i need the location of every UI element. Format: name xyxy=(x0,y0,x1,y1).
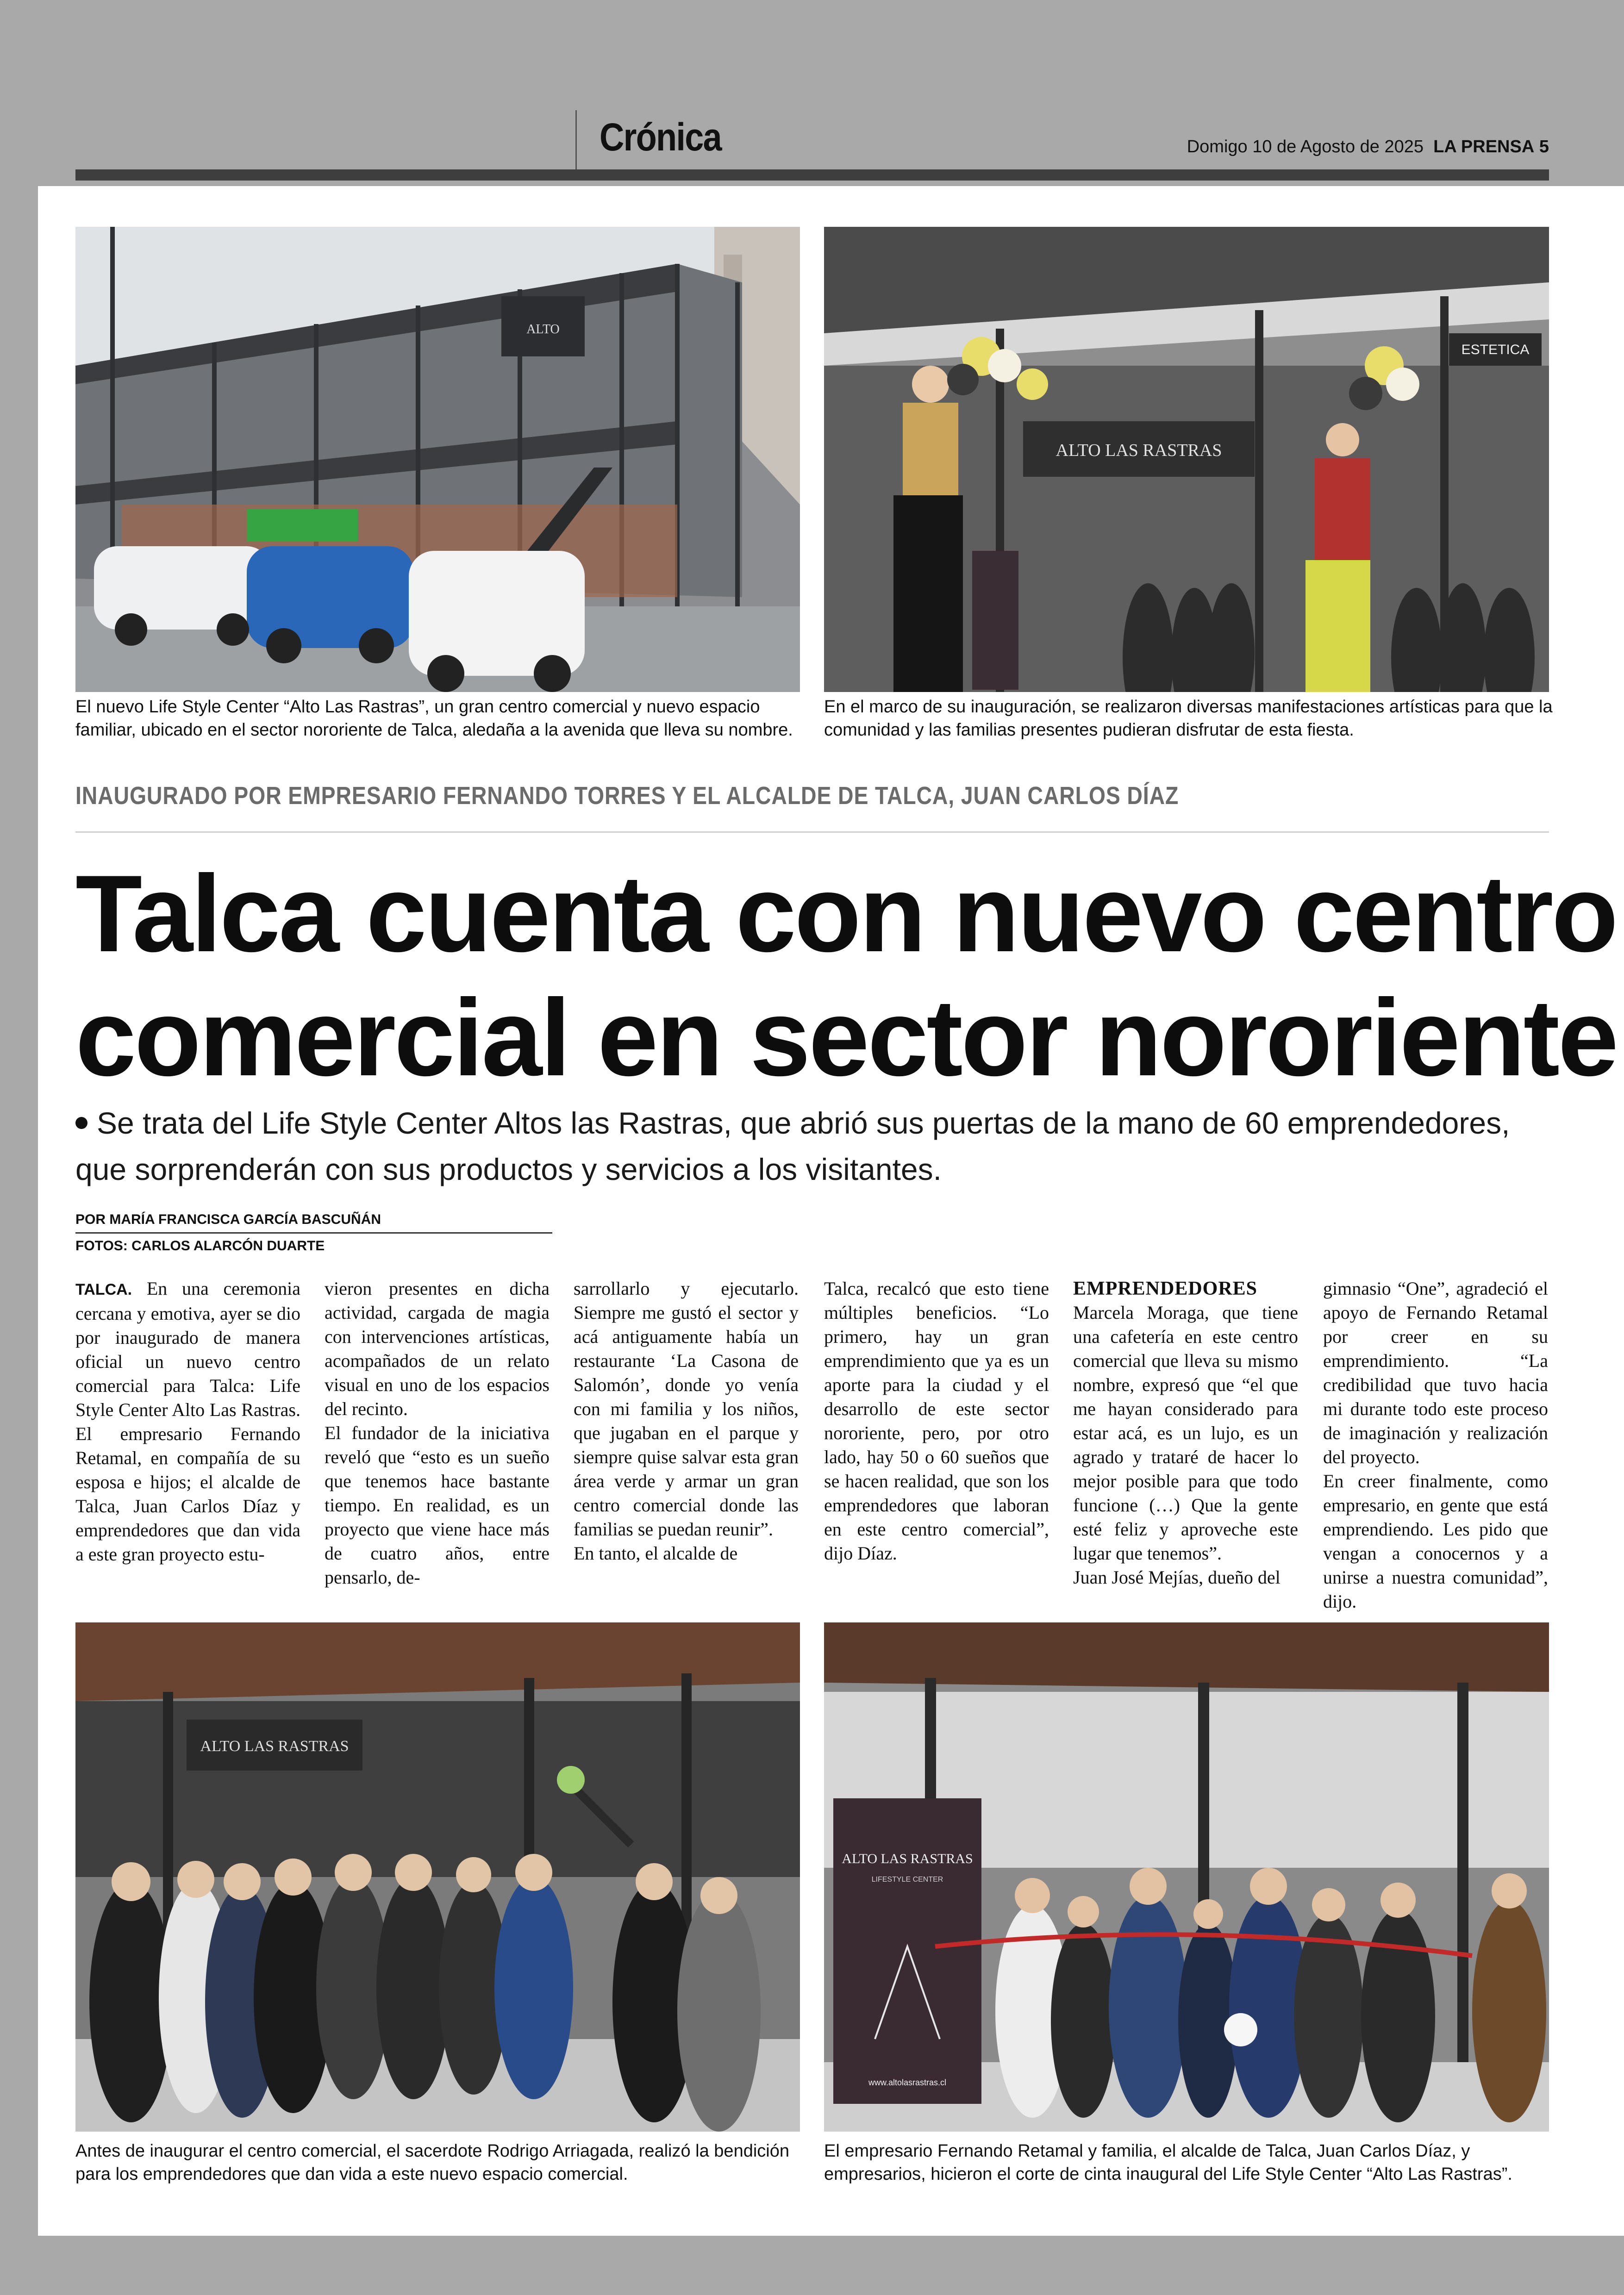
photo-building-exterior xyxy=(75,227,800,692)
headline-line-1: Talca cuenta con nuevo centro xyxy=(75,853,1617,975)
issue-date: Domigo 10 de Agosto de 2025 xyxy=(1187,137,1424,156)
column-5-para-1: Marcela Moraga, que tiene una cafetería en este centro comercial que lleva su mismo nombre, expresó que “el que me hayan considerado para estar acá, es un lujo, es un agrado y trataré de hacer lo mejor posible para que todo funcione (…) Que la gente esté feliz y aproveche este lugar que tenemos”. xyxy=(1073,1302,1298,1564)
article-headline xyxy=(75,852,1617,1100)
column-3-para-1: sarrollarlo y ejecutarlo. Siempre me gustó el sector y acá antiguamente había un restaurante ‘La Casona de Salomón’, donde yo venía con mi familia y los niños, que jugaban en el parque y siempre quise salvar esta gran área verde y armar un gran centro comercial donde las familias se puedan reunir”. xyxy=(574,1278,799,1540)
deck-line-1: Se trata del Life Style Center Altos las Rastras, que abrió sus puertas de la mano de 60 emprendedores, xyxy=(97,1106,1510,1140)
caption-bottom-left: Antes de inaugurar el centro comercial, el sacerdote Rodrigo Arriagada, realizó la bendición para los emprendedores que dan vida a este nuevo espacio comercial. xyxy=(75,2141,789,2184)
headline-line-2: comercial en sector nororiente xyxy=(75,977,1617,1099)
column-2-para-1: vieron presentes en dicha actividad, cargada de magia con intervenciones artísticas, acompañados de un relato visual en uno de los espacios del recinto. xyxy=(325,1278,550,1419)
caption-top-left: El nuevo Life Style Center “Alto Las Rastras”, un gran centro comercial y nuevo espacio familiar, ubicado en el sector nororiente de Talca, aledaña a la avenida que lleva su nombre. xyxy=(75,697,793,740)
caption-top-right: En el marco de su inauguración, se realizaron diversas manifestaciones artísticas para que la comunidad y las familias presentes pudieran disfrutar de esta fiesta. xyxy=(824,697,1553,740)
svg-text:ALTO: ALTO xyxy=(526,322,560,337)
store-sign: ESTETICA xyxy=(1461,342,1530,357)
article-column-4 xyxy=(824,1277,1049,1565)
byline-divider xyxy=(75,1232,552,1234)
column-3-para-2: En tanto, el alcalde de xyxy=(574,1543,738,1564)
byline xyxy=(75,1209,552,1257)
photo-ribbon-cutting xyxy=(824,1622,1549,2132)
banner-text: ALTO LAS RASTRAS xyxy=(842,1851,973,1866)
section-subhead: EMPRENDEDORES xyxy=(1073,1278,1258,1299)
header-divider xyxy=(575,110,577,170)
column-4-text: Talca, recalcó que esto tiene múltiples beneficios. “Lo primero, hay un gran emprendimiento que ya es un aporte para la ciudad y el desarrollo de este sector nororiente, pero, por otro lado, hay 50 o 60 sueños que se hacen realidad, que son los emprendedores que laboran en este centro comercial”, dijo Díaz. xyxy=(824,1278,1049,1564)
deck-line-2: que sorprenderán con sus productos y servicios a los visitantes. xyxy=(75,1152,942,1186)
publication-name: LA PRENSA xyxy=(1433,137,1535,156)
photo-stilt-performers xyxy=(824,227,1549,692)
page-number: 5 xyxy=(1539,137,1549,156)
caption-bottom-right: El empresario Fernando Retamal y familia, el alcalde de Talca, Juan Carlos Díaz, y empresarios, hicieron el corte de cinta inaugural del Life Style Center “Alto Las Rastras”. xyxy=(824,2141,1512,2184)
article-column-1 xyxy=(75,1277,300,1566)
sign-text-top-right: ALTO LAS RASTRAS xyxy=(1056,441,1222,460)
article-kicker: INAUGURADO POR EMPRESARIO FERNANDO TORRES Y EL ALCALDE DE TALCA, JUAN CARLOS DÍAZ xyxy=(75,782,1179,810)
column-5-para-2: Juan José Mejías, dueño del xyxy=(1073,1567,1280,1588)
article-column-3 xyxy=(574,1277,799,1565)
banner-url: www.altolasrastras.cl xyxy=(868,2078,947,2087)
column-6-para-2: En creer finalmente, como empresario, en gente que está emprendiendo. Les pido que vengan a conocernos y a unirse a nuestra comunidad”, dijo. xyxy=(1323,1471,1548,1612)
article-column-6 xyxy=(1323,1277,1548,1614)
author: POR MARÍA FRANCISCA GARCÍA BASCUÑÁN xyxy=(75,1212,381,1227)
column-1-text: En una ceremonia cercana y emotiva, ayer se dio por inaugurado de manera oficial un nuevo centro comercial para Talca: Life Style Center Alto Las Rastras. El empresario Fernando Retamal, en compañía de su esposa e hijos; el alcalde de Talca, Juan Carlos Díaz y emprendedores que dan vida a este gran proyecto estu- xyxy=(75,1278,301,1565)
photo-blessing xyxy=(75,1622,800,2132)
dateline: TALCA. xyxy=(75,1281,132,1298)
kicker-divider xyxy=(75,831,1549,833)
column-6-para-1: gimnasio “One”, agradeció el apoyo de Fernando Retamal por creer en su emprendimiento. “La credibilidad que tuvo hacia mi durante todo este proceso de imaginación y realización del proyecto. xyxy=(1323,1278,1548,1467)
page-info xyxy=(1111,137,1549,157)
banner-subtext: LIFESTYLE CENTER xyxy=(871,1876,943,1883)
article-deck xyxy=(75,1100,1557,1192)
sign-text-bottom-left: ALTO LAS RASTRAS xyxy=(200,1738,349,1755)
article-column-5 xyxy=(1073,1277,1298,1590)
photos-credit: FOTOS: CARLOS ALARCÓN DUARTE xyxy=(75,1238,325,1254)
section-title: Crónica xyxy=(600,115,721,159)
bullet-icon xyxy=(75,1117,87,1129)
column-2-para-2: El fundador de la iniciativa reveló que “esto es un sueño que tenemos hace bastante tiempo. En realidad, es un proyecto que viene hace más de cuatro años, entre pensarlo, de- xyxy=(325,1422,550,1588)
article-column-2 xyxy=(325,1277,550,1590)
header-bar xyxy=(75,169,1549,181)
